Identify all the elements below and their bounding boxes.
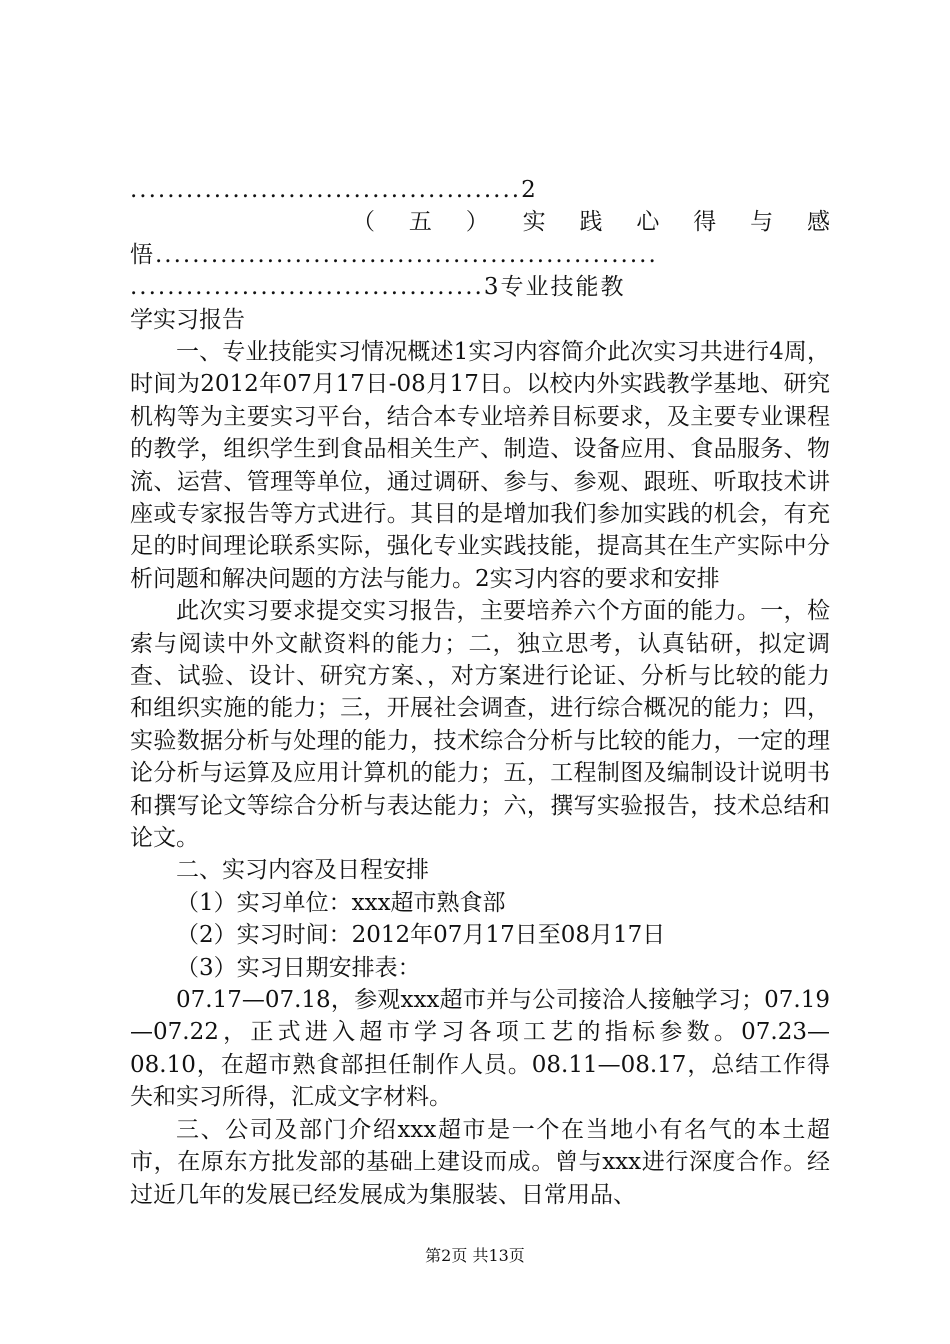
toc-line: 悟...................................................... bbox=[130, 241, 658, 268]
toc-line: ..........................................2 bbox=[130, 177, 538, 203]
list-item: （3）实习日期安排表： bbox=[176, 954, 421, 981]
report-title: 学实习报告 bbox=[130, 306, 245, 333]
paragraph-overview: 一、专业技能实习情况概述1实习内容简介此次实习共进行4周，时间为2012年07月17日-08月17日。以校内外实践教学基地、研究机构等为主要实习平台，结合本专业培养目标要求，及主要专业课程的教学，组织学生到食品相关生产、制造、设备应用、食品服务、物流、运营、管理等单位，通过调研、参与、参观、跟班、听取技术讲座或专家报告等方式进行。其目的是增加我们参加实践的机会，有充足的时间理论联系实际，强化专业实践技能，提高其在生产实际中分析问题和解决问题的方法与能力。2实习内容的要求和安排 bbox=[130, 338, 830, 592]
paragraph-schedule: 07.17—07.18，参观xxx超市并与公司接洽人接触学习；07.19—07.22，正式进入超市学习各项工艺的指标参数。07.23—08.10，在超市熟食部担任制作人员。08.11—08.17，总结工作得失和实习所得，汇成文字材料。 bbox=[130, 987, 830, 1111]
toc-line: （五）实践心得与感 bbox=[352, 209, 830, 236]
paragraph-company: 三、公司及部门介绍xxx超市是一个在当地小有名气的本土超市，在原东方批发部的基础上建设而成。曾与xxx进行深度合作。经过近几年的发展已经发展成为集服装、日常用品、 bbox=[130, 1116, 830, 1208]
section-heading: 二、实习内容及日程安排 bbox=[176, 857, 429, 884]
paragraph-requirements: 此次实习要求提交实习报告，主要培养六个方面的能力。一，检索与阅读中外文献资料的能力；二，独立思考，认真钻研，拟定调查、试验、设计、研究方案、，对方案进行论证、分析与比较的能力和组织实施的能力；三，开展社会调查，进行综合概况的能力；四，实验数据分析与处理的能力，技术综合分析与比较的能力，一定的理论分析与运算及应用计算机的能力；五，工程制图及编制设计说明书和撰写论文等综合分析与表达能力；六，撰写实验报告，技术总结和论文。 bbox=[130, 598, 830, 852]
toc-line: ......................................3专业技能教 bbox=[130, 274, 626, 301]
document-body bbox=[130, 174, 830, 1211]
page-footer: 第2页 共13页 bbox=[425, 1246, 525, 1265]
list-item: （2）实习时间：2012年07月17日至08月17日 bbox=[176, 922, 666, 949]
list-item: （1）实习单位：xxx超市熟食部 bbox=[176, 889, 506, 916]
